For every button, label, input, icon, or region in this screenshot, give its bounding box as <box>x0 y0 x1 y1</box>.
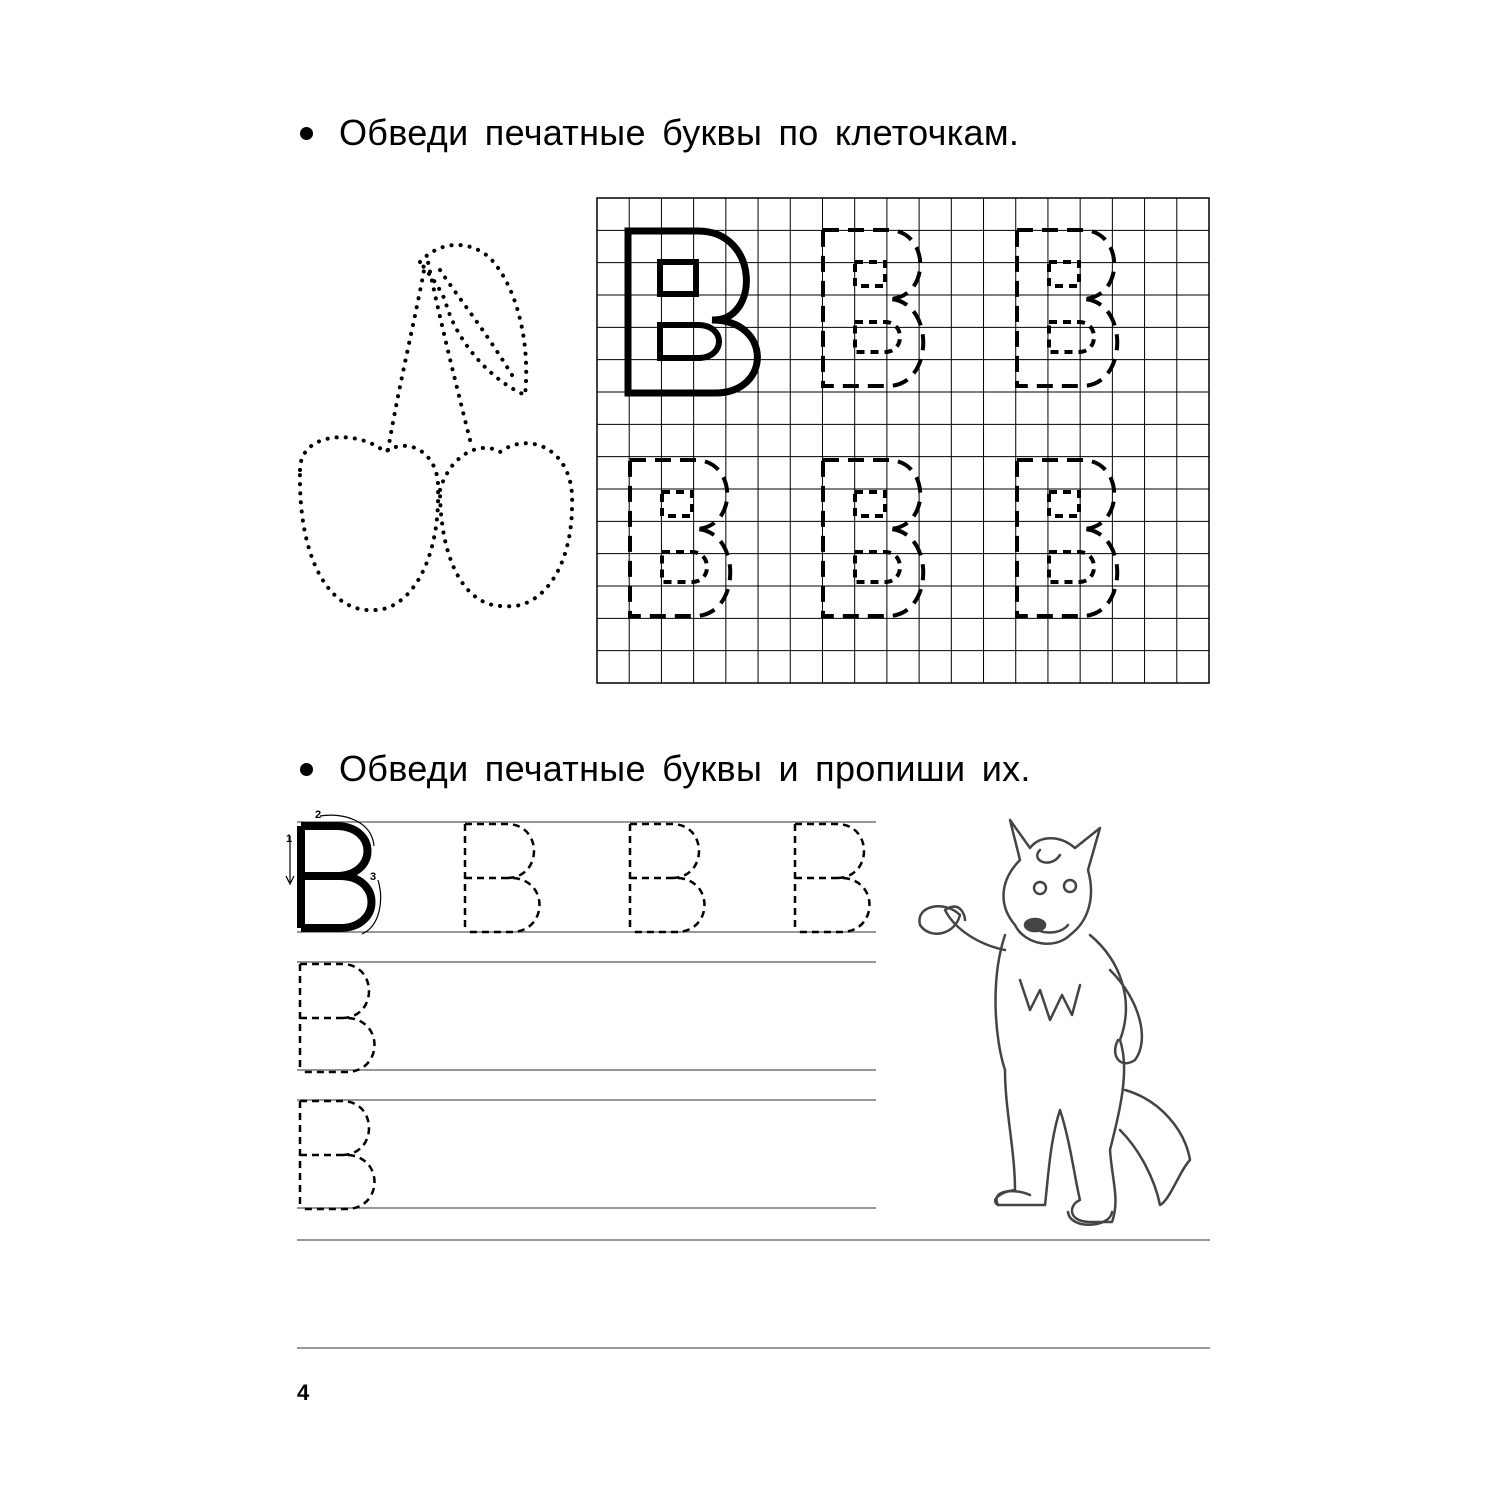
grid-trace-letter <box>1017 460 1117 616</box>
instruction-text: Обведи печатные буквы и пропиши их. <box>339 748 1031 789</box>
line-trace-letter <box>300 1101 375 1209</box>
page-number: 4 <box>297 1380 310 1405</box>
stroke-order-number: 1 <box>286 833 293 845</box>
example-letter-with-stroke-order <box>286 815 381 934</box>
writing-lines <box>297 822 1210 1348</box>
grid-trace-letter <box>823 460 923 616</box>
grid-trace-letter <box>823 230 923 386</box>
line-trace-letter <box>795 824 870 932</box>
dotted-cherry-icon <box>300 245 572 610</box>
line-trace-letter <box>300 964 375 1072</box>
grid-trace-letter <box>630 460 730 616</box>
line-trace-letter <box>465 824 540 932</box>
wolf-cartoon-icon <box>919 820 1190 1225</box>
stroke-order-number: 3 <box>370 871 377 883</box>
line-trace-letter <box>630 824 705 932</box>
instruction-text: Обведи печатные буквы по клеточкам. <box>339 112 1020 153</box>
stroke-order-number: 2 <box>315 809 322 821</box>
grid-example-letter <box>628 231 757 393</box>
grid-trace-letter <box>1017 230 1117 386</box>
